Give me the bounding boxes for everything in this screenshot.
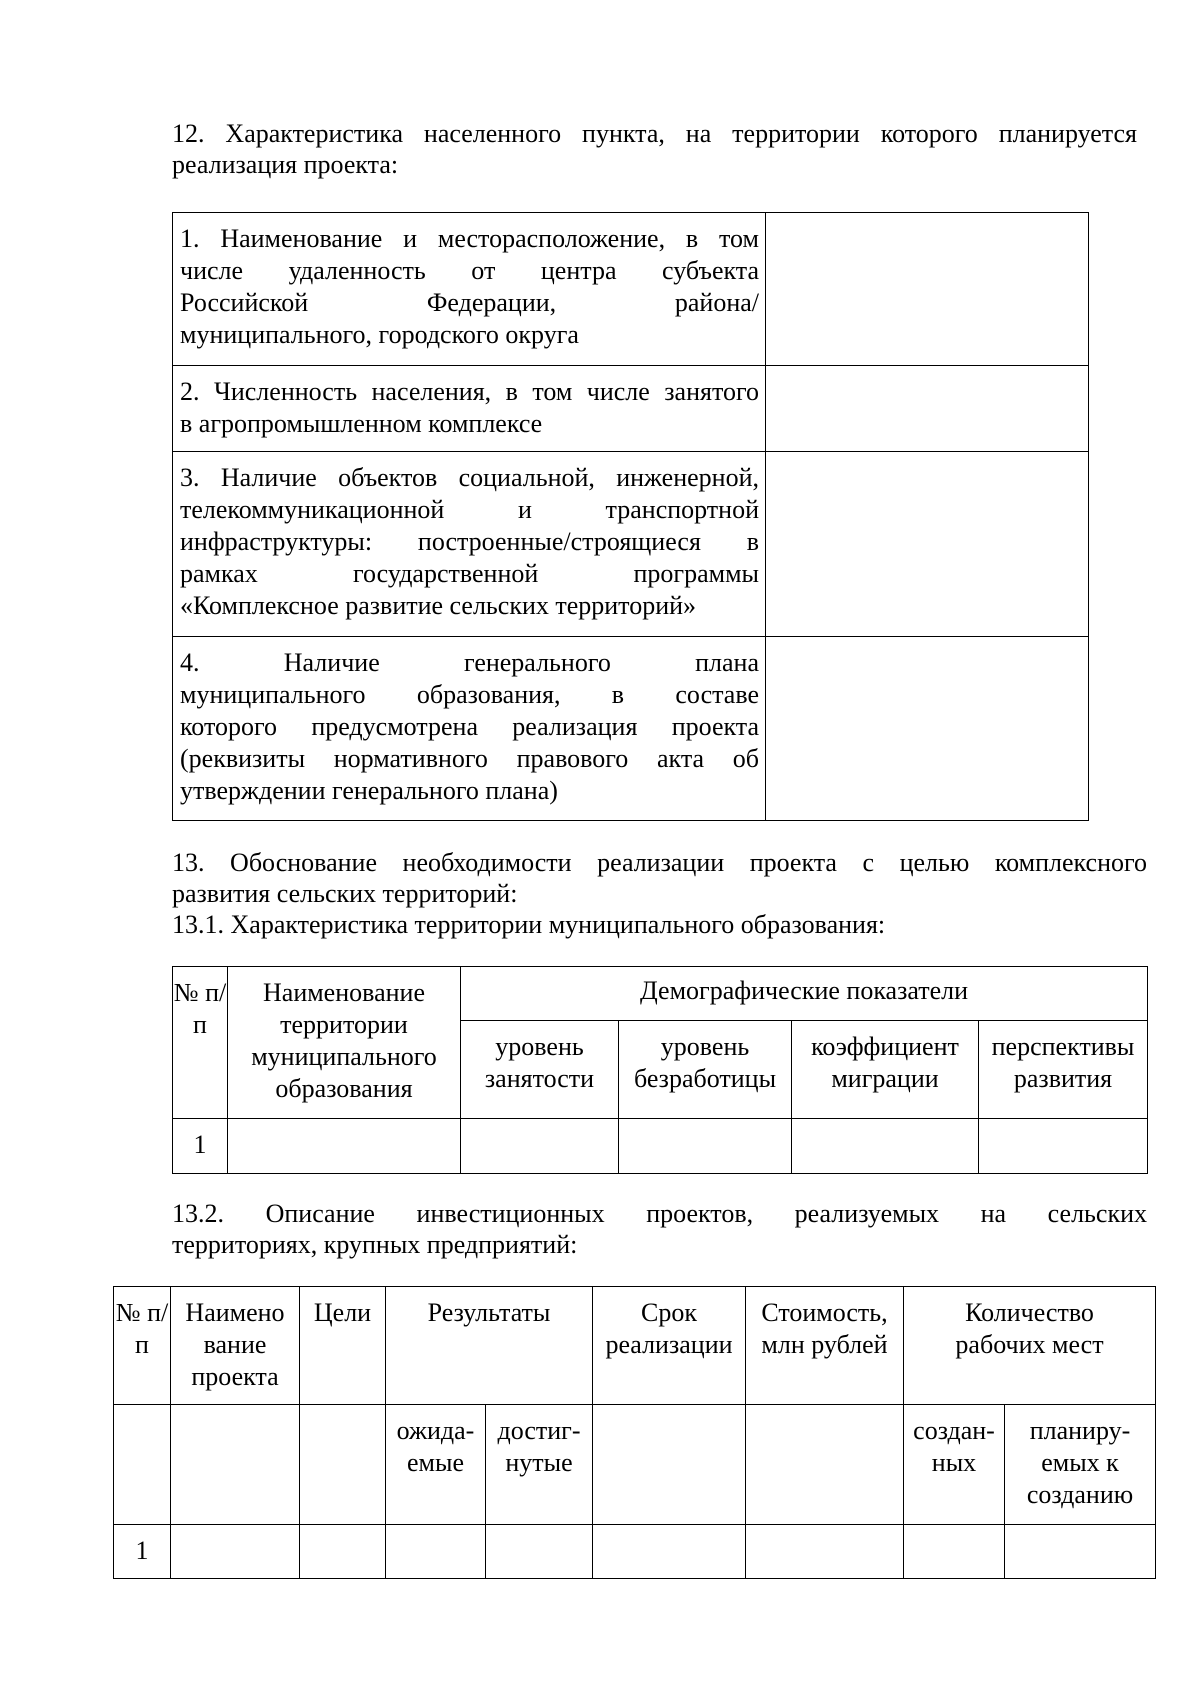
col-territory-name-header: Наименование территории муниципального образования [228, 967, 461, 1119]
col-jobs-header: Количество рабочих мест [904, 1287, 1156, 1405]
col-achieved-header: достиг-нутые [486, 1405, 593, 1525]
table-subheader-row [114, 1405, 1156, 1525]
criteria-text [173, 637, 765, 813]
criteria-line: телекоммуникационной и транспортной [180, 495, 759, 524]
criteria-line: 4. Наличие генерального плана [180, 648, 759, 677]
criteria-cell [173, 366, 766, 452]
criteria-text [173, 366, 765, 446]
section-13-2-heading-line1: 13.2. Описание инвестиционных проектов, реализуемых на сельских [172, 1199, 1147, 1228]
project-name-cell[interactable] [171, 1525, 300, 1579]
table-header-row [173, 967, 1148, 1021]
col-results-header: Результаты [386, 1287, 593, 1405]
section-12-heading-line2: реализация проекта: [172, 150, 399, 179]
col-number-header: № п/п [173, 967, 228, 1119]
criteria-line: муниципального образования, в составе [180, 680, 759, 709]
value-cell[interactable] [766, 213, 1089, 366]
criteria-cell [173, 213, 766, 366]
table-row [173, 366, 1089, 452]
section-13-2-heading [172, 1198, 1147, 1260]
section-12-heading [172, 118, 1137, 180]
empty-cell [300, 1405, 386, 1525]
empty-cell [171, 1405, 300, 1525]
criteria-line: инфраструктуры: построенные/строящиеся в [180, 527, 759, 556]
empty-cell [593, 1405, 746, 1525]
section-13-2-heading-line2: территориях, крупных предприятий: [172, 1230, 578, 1259]
territory-name-cell[interactable] [228, 1119, 461, 1174]
table-row [114, 1525, 1156, 1579]
section-13-heading-line2: развития сельских территорий: [172, 879, 518, 908]
employment-cell[interactable] [461, 1119, 619, 1174]
section-13-heading-line1: 13. Обоснование необходимости реализации проекта с целью комплексного [172, 848, 1147, 877]
settlement-characteristics-table [172, 212, 1089, 821]
created-cell[interactable] [904, 1525, 1005, 1579]
section-13-heading [172, 847, 1147, 940]
row-number: 1 [114, 1525, 171, 1579]
criteria-line: утверждении генерального плана) [180, 776, 558, 805]
table-row [173, 1119, 1148, 1174]
criteria-cell [173, 452, 766, 637]
col-migration-header: коэффициент миграции [792, 1021, 979, 1119]
goals-cell[interactable] [300, 1525, 386, 1579]
criteria-line: числе удаленность от центра субъекта [180, 256, 759, 285]
unemployment-cell[interactable] [619, 1119, 792, 1174]
col-unemployment-header: уровень безработицы [619, 1021, 792, 1119]
criteria-line: муниципального, городского округа [180, 320, 579, 349]
section-13-1-heading: 13.1. Характеристика территории муниципального образования: [172, 910, 886, 939]
prospects-cell[interactable] [979, 1119, 1148, 1174]
empty-cell [746, 1405, 904, 1525]
table-row [173, 637, 1089, 821]
criteria-line: «Комплексное развитие сельских территорий» [180, 591, 697, 620]
col-goals-header: Цели [300, 1287, 386, 1405]
criteria-line: рамках государственной программы [180, 559, 759, 588]
planned-cell[interactable] [1005, 1525, 1156, 1579]
table-row [173, 452, 1089, 637]
migration-cell[interactable] [792, 1119, 979, 1174]
term-cell[interactable] [593, 1525, 746, 1579]
criteria-line: в агропромышленном комплексе [180, 409, 543, 438]
col-created-header: создан-ных [904, 1405, 1005, 1525]
col-term-header: Срок реализации [593, 1287, 746, 1405]
criteria-line: (реквизиты нормативного правового акта об [180, 744, 759, 773]
col-prospects-header: перспективы развития [979, 1021, 1148, 1119]
criteria-text [173, 452, 765, 628]
col-number-header: № п/п [114, 1287, 171, 1405]
achieved-cell[interactable] [486, 1525, 593, 1579]
section-12-heading-line1: 12. Характеристика населенного пункта, на территории которого планируется [172, 119, 1137, 148]
value-cell[interactable] [766, 452, 1089, 637]
investment-projects-table [113, 1286, 1156, 1579]
col-cost-header: Стоимость, млн рублей [746, 1287, 904, 1405]
col-expected-header: ожида-емые [386, 1405, 486, 1525]
cost-cell[interactable] [746, 1525, 904, 1579]
criteria-line: 2. Численность населения, в том числе занятого [180, 377, 759, 406]
value-cell[interactable] [766, 366, 1089, 452]
value-cell[interactable] [766, 637, 1089, 821]
criteria-text [173, 213, 765, 357]
territory-characteristics-table [172, 966, 1148, 1174]
table-header-row [114, 1287, 1156, 1405]
table-row [173, 213, 1089, 366]
col-employment-header: уровень занятости [461, 1021, 619, 1119]
col-planned-header: планиру-емых к созданию [1005, 1405, 1156, 1525]
criteria-line: Российской Федерации, района/ [180, 288, 759, 317]
expected-cell[interactable] [386, 1525, 486, 1579]
demographic-indicators-header: Демографические показатели [461, 967, 1148, 1021]
criteria-line: которого предусмотрена реализация проекта [180, 712, 759, 741]
col-project-name-header: Наимено вание проекта [171, 1287, 300, 1405]
criteria-cell [173, 637, 766, 821]
row-number: 1 [173, 1119, 228, 1174]
criteria-line: 1. Наименование и месторасположение, в том [180, 224, 759, 253]
empty-cell [114, 1405, 171, 1525]
criteria-line: 3. Наличие объектов социальной, инженерной, [180, 463, 759, 492]
